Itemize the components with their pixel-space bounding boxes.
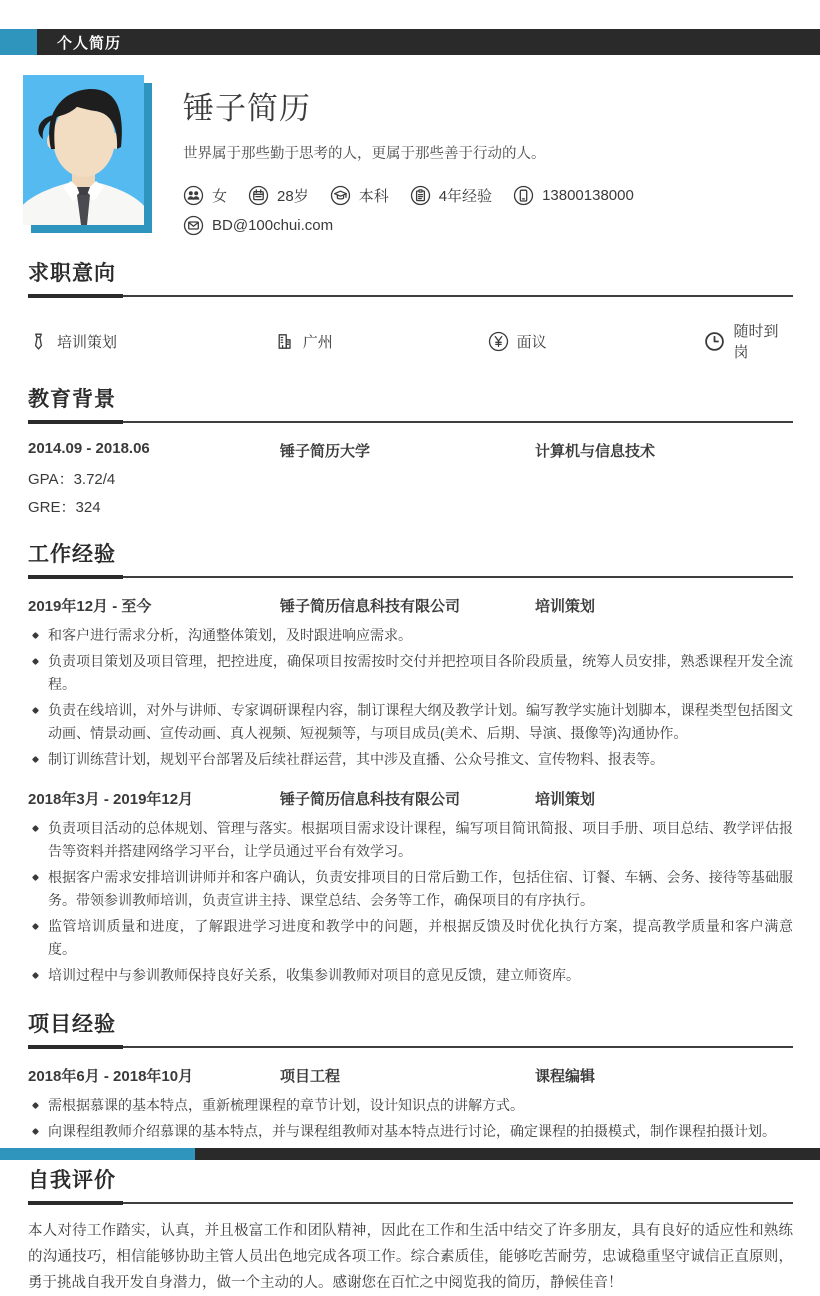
section-title-self-evaluation: [28, 1164, 793, 1204]
bullet-item: 负责项目策划及项目管理，把控进度，确保项目按需按时交付并把控项目各阶段质量，统筹人员安排，熟悉课程开发全流程。: [28, 650, 793, 696]
info-gender-text: 女: [212, 188, 228, 205]
footer-bar-dark: [195, 1148, 820, 1160]
work-role: 培训策划: [535, 791, 596, 808]
bullet-item: 需根据慕课的基本特点，重新梳理课程的章节计划，设计知识点的讲解方式。: [28, 1094, 793, 1117]
bullet-item: 监管培训质量和进度，了解跟进学习进度和教学中的问题，并根据反馈及时优化执行方案，提高教学质量和客户满意 度。: [28, 915, 793, 961]
degree-icon: [330, 185, 351, 206]
phone-icon: [513, 185, 534, 206]
education-gre: GRE：324: [28, 499, 101, 516]
footer-bar-accent: [0, 1148, 195, 1160]
info-age-text: 28岁: [277, 188, 309, 205]
work-bullets: [28, 817, 807, 987]
bullet-item: 向课程组教师介绍慕课的基本特点，并与课程组教师对基本特点进行讨论，确定课程的拍摄模式，制作课程拍摄计划。: [28, 1120, 793, 1143]
section-job-intention: [28, 257, 793, 362]
info-email: [183, 215, 333, 236]
info-email-text: BD@100chui.com: [212, 217, 334, 234]
title-underline: [28, 575, 123, 579]
tie-icon: [28, 331, 49, 352]
project-entry-header: [28, 1065, 793, 1086]
section-title-text: 求职意向: [28, 262, 116, 285]
work-period: 2019年12月 - 至今: [28, 598, 152, 615]
title-underline: [28, 1045, 123, 1049]
info-phone-text: 13800138000: [542, 187, 634, 204]
work-period: 2018年3月 - 2019年12月: [28, 791, 194, 808]
bullet-item: 负责项目活动的总体规划、管理与落实。根据项目需求设计课程，编写项目简讯简报、项目手册、项目总结、教学评估报告等资料并搭建网络学习平台，让学员通过平台有效学习。: [28, 817, 793, 863]
title-underline: [28, 420, 123, 424]
work-role: 培训策划: [535, 598, 596, 615]
top-bar: [0, 29, 820, 55]
section-title-job-intention: [28, 257, 793, 297]
info-age: [248, 185, 309, 206]
education-school: 锤子简历大学: [280, 443, 371, 460]
title-underline: [28, 294, 123, 298]
self-evaluation-text: 本人对待工作踏实，认真，并且极富工作和团队精神，因此在工作和生活中结交了许多朋友，具有良好的适应性和熟练的沟通技巧，相信能够协助主管人员出色地完成各项工作。综合素质佳，能够吃苦耐劳，忠诚稳重坚守诚信正直原则，勇于挑战自我开发自身潜力，做一个主动的人。感谢您在百忙之中阅览我的简历，静候佳音！: [28, 1223, 793, 1291]
age-icon: [248, 185, 269, 206]
info-gender: [183, 185, 227, 206]
section-project: [28, 1008, 793, 1143]
work-entry-header: [28, 595, 793, 616]
top-bar-accent: [0, 29, 37, 55]
section-title-project: [28, 1008, 793, 1048]
avatar-illustration: [23, 75, 144, 225]
email-row: [183, 215, 655, 236]
info-degree: [330, 185, 389, 206]
education-period: 2014.09 - 2018.06: [28, 440, 150, 457]
info-phone: [513, 185, 634, 206]
project-name: 项目工程: [280, 1068, 341, 1085]
section-work: [28, 538, 807, 987]
title-underline: [28, 1201, 123, 1205]
project-role: 课程编辑: [535, 1068, 596, 1085]
section-title-education: [28, 383, 793, 423]
bullet-item: 负责在线培训，对外与讲师、专家调研课程内容，制订课程大纲及教学计划。编写教学实施计划脚本，课程类型包括图文动画、情景动画、宣传动画、真人视频、短视频等，与项目成员(美术、后期、导演、摄像等)沟通协作。: [28, 699, 793, 745]
person-name: 锤子简历: [183, 91, 311, 126]
ji-availability-text: 随时到岗: [733, 323, 779, 361]
bullet-item: 制订训练营计划，规划平台部署及后续社群运营，其中涉及直播、公众号推文、宣传物料、报表等。: [28, 748, 793, 771]
work-company: 锤子简历信息科技有限公司: [280, 791, 461, 808]
work-entry-header: [28, 788, 793, 809]
top-bar-label: 个人简历: [57, 34, 122, 52]
ji-salary-text: 面议: [516, 333, 547, 351]
info-experience-text: 4年经验: [438, 188, 493, 205]
email-icon: [183, 215, 204, 236]
avatar-photo: [23, 75, 144, 225]
section-title-text: 自我评价: [28, 1169, 116, 1192]
ji-availability: [704, 320, 793, 362]
ji-position: [28, 320, 274, 362]
avatar: [23, 75, 152, 233]
experience-icon: [410, 185, 431, 206]
tagline: 世界属于那些勤于思考的人，更属于那些善于行动的人。: [183, 146, 546, 162]
ji-salary: [488, 320, 705, 362]
clock-icon: [704, 331, 725, 352]
ji-position-text: 培训策划: [57, 333, 118, 351]
bullet-item: 培训过程中与参训教师保持良好关系，收集参训教师对项目的意见反馈，建立师资库。: [28, 964, 793, 987]
salary-icon: [488, 331, 509, 352]
job-intention-row: [28, 320, 793, 362]
section-title-work: [28, 538, 793, 578]
education-major: 计算机与信息技术: [535, 443, 656, 460]
section-title-text: 工作经验: [28, 543, 116, 566]
work-bullets: [28, 624, 793, 771]
info-row: [183, 185, 655, 206]
resume-content: [28, 55, 807, 1296]
info-experience: [410, 185, 492, 206]
section-self-evaluation: [28, 1164, 793, 1296]
education-gpa: GPA：3.72/4: [28, 471, 116, 488]
building-icon: [274, 331, 295, 352]
section-title-text: 教育背景: [28, 388, 116, 411]
bullet-item: 根据客户需求安排培训讲师并和客户确认，负责安排项目的日常后勤工作，包括住宿、订餐、车辆、会务、接待等基础服务。带领参训教师培训，负责宣讲主持、课堂总结、会务等工作，确保项目的有序执行。: [28, 866, 793, 912]
education-row: [28, 440, 793, 461]
gender-icon: [183, 185, 204, 206]
footer-bar: [0, 1148, 820, 1160]
top-bar-dark: [37, 29, 820, 55]
section-title-text: 项目经验: [28, 1013, 116, 1036]
section-education: [28, 383, 793, 517]
info-degree-text: 本科: [358, 188, 389, 205]
bullet-item: 和客户进行需求分析，沟通整体策划，及时跟进响应需求。: [28, 624, 793, 647]
project-bullets: [28, 1094, 793, 1143]
ji-city-text: 广州: [302, 333, 333, 351]
ji-city: [274, 320, 488, 362]
project-period: 2018年6月 - 2018年10月: [28, 1068, 194, 1085]
header: [28, 75, 793, 236]
work-company: 锤子简历信息科技有限公司: [280, 598, 461, 615]
header-right: [183, 75, 655, 236]
